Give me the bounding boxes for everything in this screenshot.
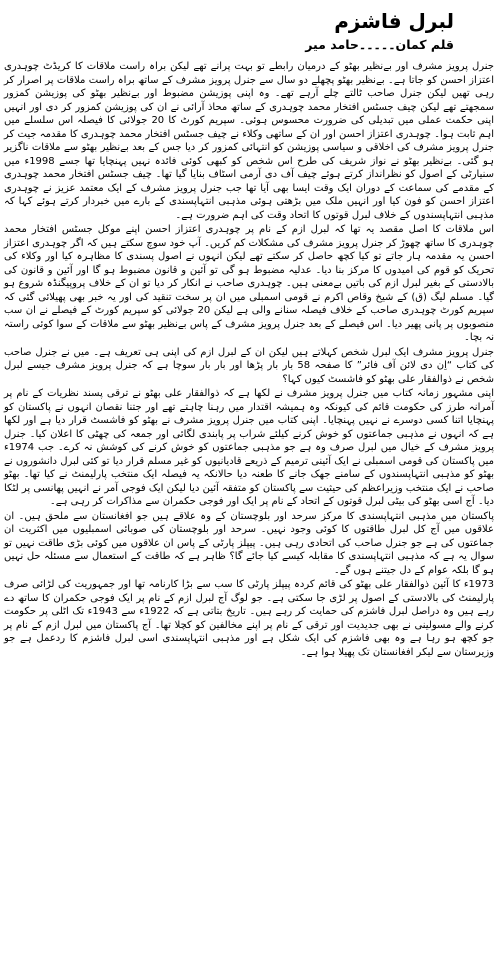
- article-paragraph: 1973ء کا آئین ذوالفقار علی بھٹو کی قائم کردہ پیپلز پارٹی کا سب سے بڑا کارنامہ تھا اور جمہوریت کی لڑائی صرف پارلیمنٹ کی بالادستی کے اصول پر لڑی جا سکتی ہے۔ جو لوگ آج لبرل ازم کے نام پر ایک فوجی حکمران کا ساتھ دے رہے ہیں وہ دراصل لبرل فاشزم کی حمایت کر رہے ہیں۔ تاریخ بتاتی ہے کہ 1922ء سے 1943ء تک اٹلی پر حکومت کرنے والے مسولینی نے بھی جدیدیت اور ترقی کے نام پر اپنے مخالفین کو کچلا تھا۔ آج پاکستان میں لبرل ازم کے نام پر جو کچھ ہو رہا ہے وہ بھی فاشزم کی ایک شکل ہے اور مذہبی انتہاپسندی اسی لبرل فاشزم کا ردعمل ہے جو وزیرستان سے لیکر افغانستان تک پھیلا ہوا ہے۔: [4, 579, 495, 658]
- article-paragraph: اس ملاقات کا اصل مقصد یہ تھا کہ لبرل ازم کے نام پر چوہدری اعتزاز احسن اپنے موکل جسٹس افتخار محمد چوہدری کا ساتھ چھوڑ کر جنرل پرویز مشرف کی مشکلات کم کریں۔ آپ خود سوچ سکتے ہیں کہ اگر چوہدری اعتزاز احسن یہ مقدمہ ہار جاتے تو کیا کچھ حاصل کر سکتے تھے لیکن انہوں نے اصول پسندی کا مظاہرہ کیا اور وکلاء کی تحریک کو قوم کی امیدوں کا مرکز بنا دیا۔ عدلیہ مضبوط ہو گی تو آئین و قانون مضبوط ہو گا اور آئین و قانون کی بالادستی کے بغیر لبرل ازم کی باتیں بےمعنی ہیں۔ چوہدری صاحب نے انکار کر دیا تو ان کے خلاف پروپیگنڈہ شروع ہو گیا۔ مسلم لیگ (ق) کے شیخ وقاص اکرم نے قومی اسمبلی میں ان پر سخت تنقید کی اور یہ خبر بھی پھیلائی گئی کہ سپریم کورٹ چوہدری صاحب کے خلاف فیصلہ سنانے والی ہے لیکن 20 جولائی کو سپریم کورٹ کے فیصلے نے ان سب منصوبوں پر پانی پھیر دیا۔ اس فیصلے کے بعد جنرل پرویز مشرف کے پاس بےنظیر بھٹو سے ملاقات کے سوا کوئی راستہ نہ بچا۔: [4, 224, 494, 343]
- article-paragraph: پاکستان میں مذہبی انتہاپسندی کا مرکز سرحد اور بلوچستان کے وہ علاقے ہیں جو افغانستان سے ملحق ہیں۔ ان علاقوں میں آج کل لبرل طاقتوں کا کوئی وجود نہیں۔ سرحد اور بلوچستان کی صوبائی اسمبلیوں میں اکثریت ان جماعتوں کی ہے جو جنرل صاحب کی اتحادی رہی ہیں۔ پیپلز پارٹی کے پاس ان علاقوں میں کوئی بڑی طاقت نہیں تو سوال یہ ہے کہ مذہبی انتہاپسندی کا مقابلہ کیسے کیا جائے گا؟ ظاہر ہے کہ طاقت کے استعمال سے مسئلہ حل نہیں ہو گا بلکہ عوام کے دل جیتنے ہوں گے۔: [4, 510, 494, 576]
- article-paragraph: جنرل پرویز مشرف ایک لبرل شخص کہلاتے ہیں لیکن ان کے لبرل ازم کی اپنی ہی تعریف ہے۔ میں نے جنرل صاحب کی کتاب “اِن دی لائن آف فائر” کا صفحہ 58 بار بار پڑھا اور بار بار سوچا ہے کہ جنرل پرویز مشرف جیسے لبرل شخص نے ذوالفقار علی بھٹو کو فاشسٹ کیوں کہا؟: [4, 346, 495, 385]
- article-paragraph: اپنی مشہور زمانہ کتاب میں جنرل پرویز مشرف نے لکھا ہے کہ ذوالفقار علی بھٹو نے ترقی پسند نظریات کے نام پر آمرانہ طرز کی حکومت قائم کی کیونکہ وہ ہمیشہ اقتدار میں رہنا چاہتے تھے اور جتنا نقصان انہوں نے پاکستان کو پہنچایا اتنا کسی دوسرے نے نہیں پہنچایا۔ اپنی کتاب میں جنرل پرویز مشرف نے بھٹو کو فاشسٹ قرار دیا ہے اور لکھا ہے کہ انہوں نے مذہبی جماعتوں کو خوش کرنے کیلئے شراب پر پابندی لگائی اور جمعہ کی چھٹی کا اعلان کیا۔ جنرل پرویز مشرف کے خیال میں لبرل صرف وہ ہے جو مذہبی جماعتوں کو خوش کرنے کی کوشش نہ کرے۔ جب 1974ء میں پاکستان کی قومی اسمبلی نے ایک آئینی ترمیم کے ذریعے قادیانیوں کو غیر مسلم قرار دیا تو کئی لبرل دانشوروں نے بھٹو کو مذہبی انتہاپسندوں کے سامنے جھک جانے کا طعنہ دیا حالانکہ یہ فیصلہ ایک منتخب پارلیمنٹ نے کیا تھا۔ بھٹو صاحب نے ایک منتخب وزیراعظم کی حیثیت سے پاکستان کو متفقہ آئین دیا لیکن ایک فوجی آمر نے انہیں پھانسی پر لٹکا دیا۔ آج اسی بھٹو کی بیٹی لبرل قوتوں کے اتحاد کے نام پر ایک اور فوجی حکمران سے مذاکرات کر رہی ہے۔: [4, 388, 494, 507]
- article-body: [4, 60, 494, 659]
- article-paragraph: جنرل پرویز مشرف اور بےنظیر بھٹو کے درمیان رابطے تو بہت پرانے تھے لیکن براہ راست ملاقات کا کریڈٹ چوہدری اعتزاز احسن کو جاتا ہے۔ بےنظیر بھٹو پچھلے دو سال سے جنرل پرویز مشرف کے ساتھ براہ راست ملاقات پر اصرار کر رہی تھیں لیکن جنرل صاحب ٹالتے چلے آرہے تھے۔ وہ اپنی پوزیشن مضبوط اور بےنظیر بھٹو کی پوزیشن کمزور سمجھتے تھے لیکن چیف جسٹس افتخار محمد چوہدری کے ساتھ محاذ آرائی نے ان کی پوزیشن کمزور کر دی اور انہیں اپنی حکمت عملی میں تبدیلی کی ضرورت محسوس ہوئی۔ سپریم کورٹ کا 20 جولائی کا فیصلہ اس سلسلے میں اہم ثابت ہوا۔ چوہدری اعتزاز احسن اور ان کے ساتھی وکلاء نے چیف جسٹس افتخار محمد چوہدری کا مقدمہ جیت کر جنرل پرویز مشرف کی اخلاقی و سیاسی پوزیشن کو انتہائی کمزور کر دیا جس کے بعد بےنظیر بھٹو سے ملاقات ناگزیر ہو گئی۔ بےنظیر بھٹو نے نواز شریف کی طرح اس شخص کو کبھی کوئی فائدہ نہیں پہنچایا تھا جسے 1998ء میں سنیارٹی کے اصول کو نظرانداز کرتے ہوئے چیف آف دی آرمی اسٹاف بنایا گیا تھا۔ چیف جسٹس افتخار محمد چوہدری کے مقدمے کی سماعت کے دوران ایک وقت ایسا بھی آیا تھا جب جنرل پرویز مشرف کے ایک معتمد عزیز نے چوہدری اعتزاز احسن کو فون کیا اور انہیں ملک میں بڑھتی ہوئی مذہبی انتہاپسندی کے بارے میں خبردار کرتے ہوئے کہا کہ مذہبی انتہاپسندوں کے خلاف لبرل قوتوں کا اتحاد وقت کی اہم ضرورت ہے۔: [4, 61, 495, 221]
- article-byline: قلم کمان۔۔۔۔۔حامد میر: [305, 37, 454, 52]
- article-title: لبرل فاشزم: [334, 9, 454, 33]
